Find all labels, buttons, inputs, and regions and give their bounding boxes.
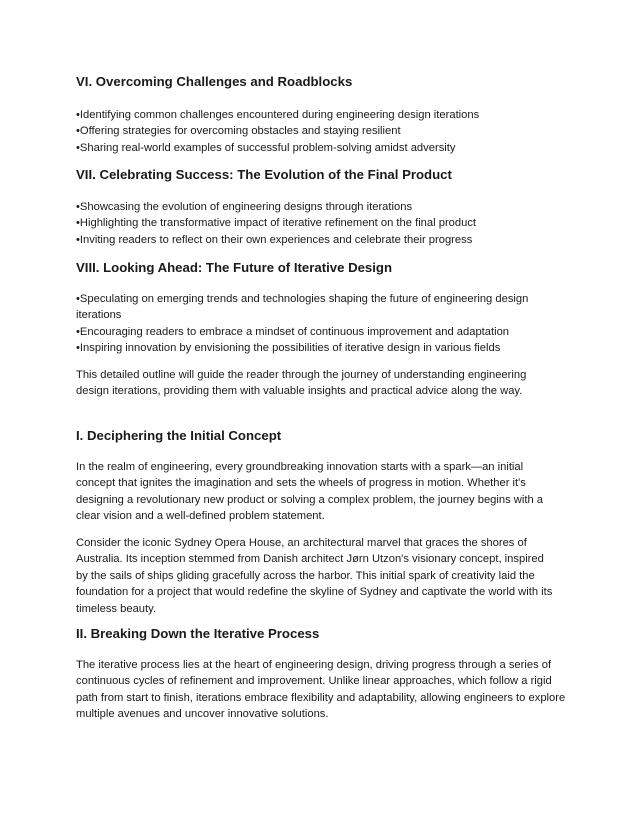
bullet-list-vii: [76, 199, 576, 248]
bullet-list-viii: [76, 291, 576, 357]
bullet-list-vi: [76, 107, 576, 156]
list-item: •Inviting readers to reflect on their own experiences and celebrate their progress: [76, 233, 473, 246]
list-item: •Offering strategies for overcoming obstacles and staying resilient: [76, 125, 401, 138]
list-item: •Encouraging readers to embrace a mindset of continuous improvement and adaptation: [76, 325, 510, 338]
section-heading-ii: II. Breaking Down the Iterative Process: [76, 626, 320, 641]
section-heading-vii: VII. Celebrating Success: The Evolution of the Final Product: [76, 167, 452, 182]
list-item: •Inspiring innovation by envisioning the possibilities of iterative design in various fields: [76, 342, 501, 355]
list-item: •Speculating on emerging trends and technologies shaping the future of engineering design iterations: [76, 293, 529, 322]
list-item: •Identifying common challenges encountered during engineering design iterations: [76, 109, 480, 121]
outline-summary: This detailed outline will guide the reader through the journey of understanding engineering design iterations, providing them with valuable insights and practical advice along the way.: [76, 369, 527, 398]
body-paragraph: The iterative process lies at the heart of engineering design, driving progress through a series of continuous cycles of refinement and improvement. Unlike linear approaches, which follow a rigid path from start to finish, iterations embrace flexibility and adaptability, allowing engineers to explore multiple avenues and uncover innovative solutions.: [76, 659, 566, 721]
list-item: •Highlighting the transformative impact of iterative refinement on the final product: [76, 217, 477, 230]
list-item: •Showcasing the evolution of engineering designs through iterations: [76, 201, 413, 213]
body-paragraph: In the realm of engineering, every groundbreaking innovation starts with a spark—an initial concept that ignites the imagination and sets the wheels of progress in motion. Whether it's designing a revolutionary new product or solving a complex problem, the journey begins with a clear vision and a well-defined problem statement.: [76, 461, 544, 523]
list-item: •Sharing real-world examples of successful problem-solving amidst adversity: [76, 141, 456, 154]
section-heading-vi: VI. Overcoming Challenges and Roadblocks: [76, 74, 353, 89]
section-heading-viii: VIII. Looking Ahead: The Future of Iterative Design: [76, 260, 393, 275]
body-paragraph: Consider the iconic Sydney Opera House, an architectural marvel that graces the shores of Australia. Its inception stemmed from Danish architect Jørn Utzon's visionary concept, inspired by the sails of ships gliding gracefully across the harbor. This initial spark of creativity laid the foundation for a project that would redefine the skyline of Sydney and captivate the world with its timeless beauty.: [76, 537, 553, 615]
section-heading-i: I. Deciphering the Initial Concept: [76, 428, 282, 443]
